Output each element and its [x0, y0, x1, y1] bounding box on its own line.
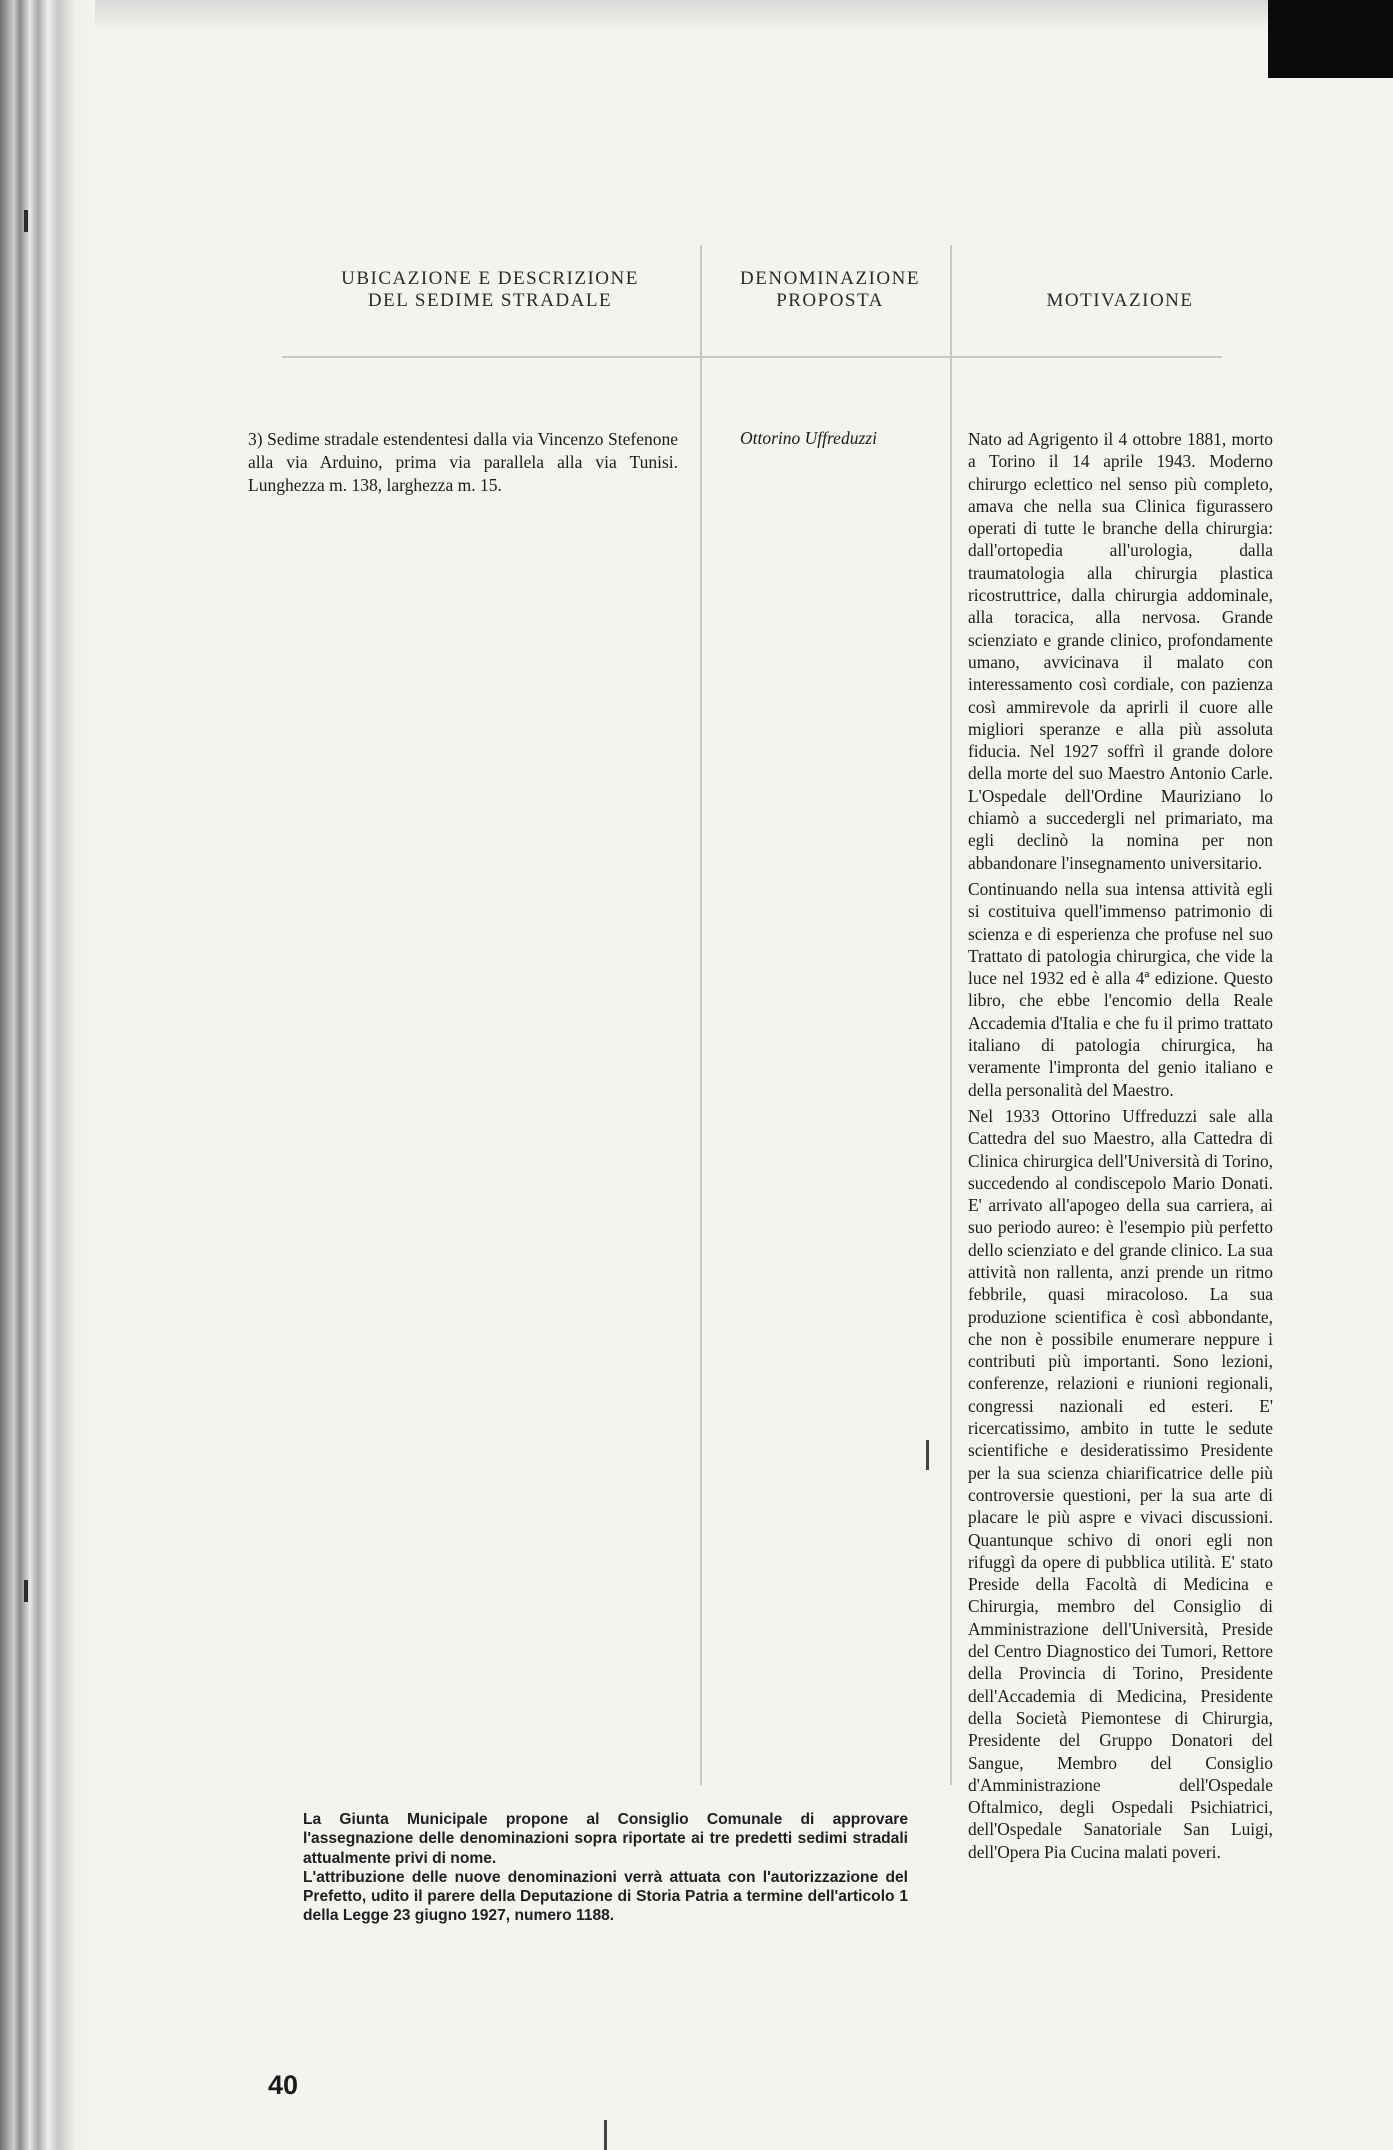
motivation-paragraph: Nel 1933 Ottorino Uffreduzzi sale alla Cattedra del suo Maestro, alla Cattedra di Clinica chirurgica dell'Università di Torino, succedendo al condiscepolo Mario Donati. E' arrivato all'apogeo della sua carriera, ai suo periodo aureo: è l'esempio più perfetto dello scienziato e del grande clinico. La sua attività non rallenta, anzi prende un ritmo febbrile, quasi miracoloso. La sua produzione scientifica è così abbondante, che non è possibile enumerare neppure i contributi più importanti. Sono lezioni, conferenze, relazioni e riunioni regionali, congressi nazionali ed esteri. E' ricercatissimo, ambito in tutte le sedute scientifiche e desideratissimo Presidente per la sua scienza chiarificatrice delle più controversie questioni, per la sua arte di placare le più aspre e vivaci discussioni. Quantunque schivo di onori egli non rifuggì da opere di pubblica utilità. E' stato Preside della Facoltà di Medicina e Chirurgia, membro del Consiglio di Amministrazione dell'Università, Preside del Centro Diagnostico dei Tumori, Rettore della Provincia di Torino, Presidente dell'Accademia di Medicina, Presidente della Società Piemontese di Chirurgia, Presidente del Gruppo Donatori del Sangue, Membro del Consiglio d'Amministrazione dell'Ospedale Oftalmico, degli Ospedali Psichiatrici, dell'Ospedale Sanatoriale San Luigi, dell'Opera Pia Cucina malati poveri. [968, 1105, 1273, 1862]
binding-mark [24, 210, 28, 232]
header-location-line1: UBICAZIONE E DESCRIZIONE [341, 268, 639, 289]
margin-mark [926, 1440, 929, 1470]
header-location-line2: DEL SEDIME STRADALE [367, 290, 613, 311]
giunta-paragraph-2: L'attribuzione delle nuove denominazioni verrà attuata con l'autorizzazione del Prefetto, udito il parere della Deputazione di Storia Patria a termine dell'articolo 1 della Legge 23 giugno 1927, numero 1188. [303, 1868, 908, 1925]
page-number: 40 [268, 2070, 299, 2100]
header-divider [282, 356, 1222, 358]
scan-corner [1268, 0, 1393, 78]
top-edge-shadow [95, 0, 1275, 30]
header-location [300, 268, 680, 312]
giunta-paragraph-1: La Giunta Municipale propone al Consiglio Comunale di approvare l'assegnazione delle denominazioni sopra riportate ai tre predetti sedimi stradali attualmente privi di nome. [303, 1811, 908, 1867]
motivation-paragraph: Nato ad Agrigento il 4 ottobre 1881, morto a Torino il 14 aprile 1943. Moderno chirurgo eclettico nel senso più completo, amava che nella sua Clinica figurassero operati di tutte le branche della chirurgia: dall'ortopedia all'urologia, dalla traumatologia alla chirurgia plastica ricostruttrice, dalla chirurgia addominale, alla toracica, alla nervosa. Grande scienziato e grande clinico, profondamente umano, avvicinava il malato con interessamento così cordiale, con pazienza così ammirevole da aprirli il cuore alle migliori speranze e alla più assoluta fiducia. Nel 1927 soffrì il grande dolore della morte del suo Maestro Antonio Carle. L'Ospedale dell'Ordine Mauriziano lo chiamò a succedergli nel primariato, ma egli declinò la nomina per non abbandonare l'insegnamento universitario. [968, 429, 1273, 873]
giunta-note [303, 1810, 908, 1926]
column-rule-1 [700, 245, 702, 1785]
page-binding-shadow [0, 0, 95, 2150]
header-proposed-line1: DENOMINAZIONE [740, 268, 920, 289]
header-proposed-line2: PROPOSTA [776, 290, 884, 311]
bottom-mark [604, 2120, 607, 2150]
proposed-name: Ottorino Uffreduzzi [740, 428, 877, 448]
header-motivation: MOTIVAZIONE [1046, 290, 1194, 311]
motivation-text [968, 428, 1273, 1863]
header-proposed-name [720, 268, 940, 312]
motivation-paragraph: Continuando nella sua intensa attività egli si costituiva quell'immenso patrimonio di scienza e di esperienza che profuse nel suo Trattato di patologia chirurgica, che vide la luce nel 1932 ed è alla 4ª edizione. Questo libro, che ebbe l'encomio della Reale Accademia d'Italia e che fu il primo trattato italiano di patologia chirurgica, ha veramente l'impronta del genio italiano e della personalità del Maestro. [968, 878, 1273, 1100]
binding-mark [24, 1580, 28, 1602]
street-description: 3) Sedime stradale estendentesi dalla via Vincenzo Stefenone alla via Arduino, prima via parallela alla via Tunisi. Lunghezza m. 138, larghezza m. 15. [248, 429, 678, 495]
column-rule-2 [950, 245, 952, 1785]
